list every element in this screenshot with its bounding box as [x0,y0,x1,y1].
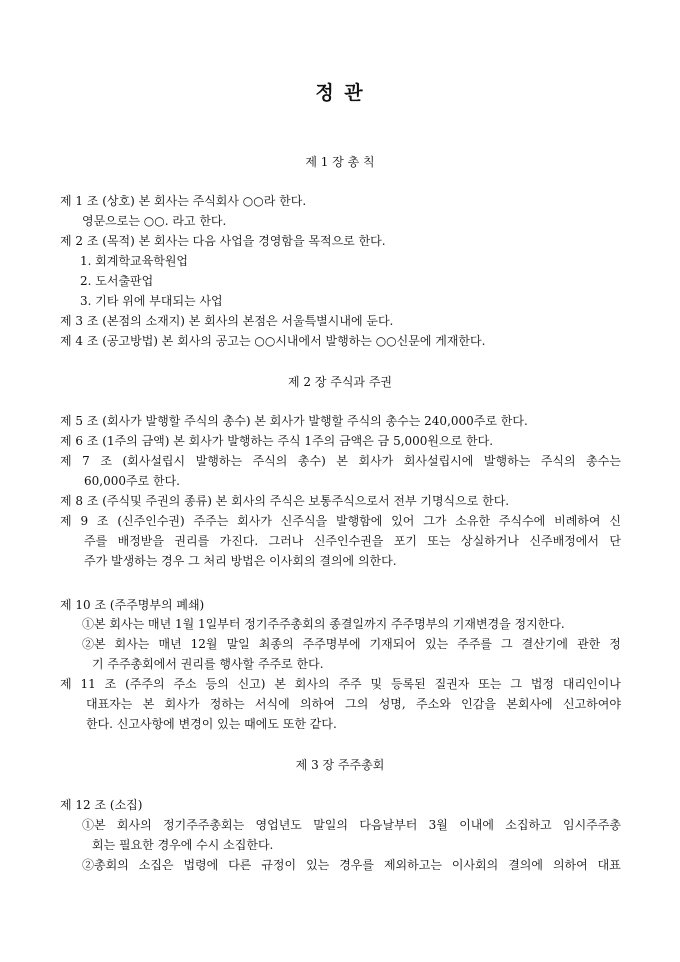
chapter-heading: 제 2 장 주식과 주권 [287,375,393,389]
article-line: 제 5 조 (회사가 발행할 주식의 총수) 본 회사가 발행할 주식의 총수는 240,000주로 한다. [60,414,528,428]
article-line: 제 8 조 (주식및 주권의 종류) 본 회사의 주식은 보통주식으로서 전부 기명식으로 한다. [60,494,510,508]
article-line: 영문으로는 ○○. 라고 한다. [82,214,227,228]
article-line: 주가 발생하는 경우 그 처리 방법은 이사회의 결의에 의한다. [84,554,397,568]
article-line: 제 12 조 (소집) [60,798,143,812]
article-line: 60,000주로 한다. [84,474,180,488]
article-line: ②총회의 소집은 법령에 다른 규정이 있는 경우를 제외하고는 이사회의 결의에 의하여 대표 [82,858,621,872]
chapter-heading: 제 1 장 총 칙 [305,155,375,169]
page-title: 정 관 [315,82,365,104]
article-line: 제 10 조 (주주명부의 폐쇄) [60,598,205,612]
article-line: 제 7 조 (회사설립시 발행하는 주식의 총수) 본 회사가 회사설립시에 발행하는 주식의 총수는 [60,454,621,468]
article-line: 제 11 조 (주주의 주소 등의 신고) 본 회사의 주주 및 등록된 질권자 또는 그 법정 대리인이나 [60,677,621,691]
list-item: 3. 기타 위에 부대되는 사업 [80,294,223,308]
article-line: ①본 회사는 매년 1월 1일부터 정기주주총회의 종결일까지 주주명부의 기재변경을 정지한다. [82,617,565,631]
article-line: 회는 필요한 경우에 수시 소집한다. [92,838,274,852]
article-line: 제 1 조 (상호) 본 회사는 주식회사 ○○라 한다. [60,194,307,208]
article-line: 제 4 조 (공고방법) 본 회사의 공고는 ○○시내에서 발행하는 ○○신문에 게재한다. [60,334,486,348]
article-line: 제 2 조 (목적) 본 회사는 다음 사업을 경영함을 목적으로 한다. [60,234,386,248]
article-line: 한다. 신고사항에 변경이 있는 때에도 또한 같다. [86,717,337,731]
article-line: 대표자는 본 회사가 정하는 서식에 의하여 그의 성명, 주소와 인감을 본회사에 신고하여야 [86,697,621,711]
article-line: ①본 회사의 정기주주총회는 영업년도 말일의 다음날부터 3월 이내에 소집하고 임시주주총 [82,818,621,832]
article-line: 주를 배정받을 권리를 가진다. 그러나 신주인수권을 포기 또는 상실하거나 신주배정에서 단 [84,534,621,548]
list-item: 2. 도서출판업 [80,274,154,288]
article-line: 기 주주총회에서 권리를 행사할 주주로 한다. [92,657,324,671]
article-line: 제 9 조 (신주인수권) 주주는 회사가 신주식을 발행함에 있어 그가 소유한 주식수에 비례하여 신 [60,514,621,528]
article-line: 제 3 조 (본점의 소재지) 본 회사의 본점은 서울특별시내에 둔다. [60,314,394,328]
list-item: 1. 회계학교육학원업 [80,254,189,268]
chapter-heading: 제 3 장 주주총회 [295,758,385,772]
article-line: ②본 회사는 매년 12월 말일 최종의 주주명부에 기재되어 있는 주주를 그 결산기에 관한 정 [82,637,621,651]
article-line: 제 6 조 (1주의 금액) 본 회사가 발행하는 주식 1주의 금액은 금 5,000원으로 한다. [60,434,494,448]
